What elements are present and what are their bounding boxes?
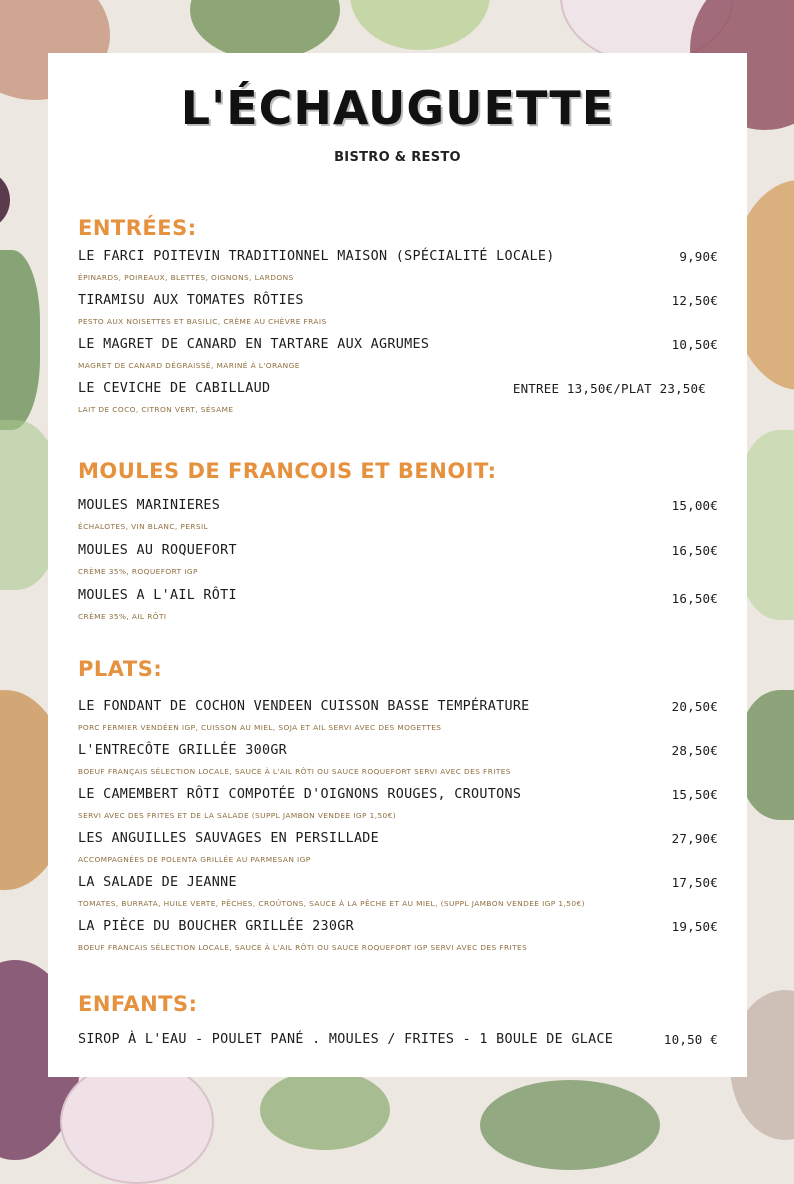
section-title: ENTRÉES: — [78, 216, 197, 240]
item-description: LAIT DE COCO, CITRON VERT, SÉSAME — [78, 405, 234, 414]
item-name: LE CAMEMBERT RÔTI COMPOTÉE D'OIGNONS ROUGES, CROUTONS — [78, 787, 522, 802]
menu-item — [78, 337, 718, 381]
section-moules — [78, 458, 718, 633]
menu-item — [78, 249, 718, 293]
item-name: LES ANGUILLES SAUVAGES EN PERSILLADE — [78, 831, 380, 846]
item-price: 20,50€ — [671, 699, 718, 714]
decor-beet — [0, 170, 10, 230]
menu-item — [78, 543, 718, 588]
item-name: SIROP À L'EAU - POULET PANÉ . MOULES / FRITES - 1 BOULE DE GLACE — [78, 1032, 614, 1047]
item-price: ENTREE 13,50€/PLAT 23,50€ — [512, 381, 706, 396]
menu-sheet — [48, 53, 747, 1077]
item-description: CRÈME 35%, ROQUEFORT IGP — [78, 567, 198, 576]
item-name: MOULES AU ROQUEFORT — [78, 543, 237, 558]
menu-item — [78, 293, 718, 337]
item-description: PORC FERMIER VENDÉEN IGP, CUISSON AU MIEL, SOJA ET AIL SERVI AVEC DES MOGETTES — [78, 723, 442, 732]
menu-item — [78, 498, 718, 543]
decor-leaf — [350, 0, 490, 50]
menu-item — [78, 381, 718, 425]
item-price: 27,90€ — [671, 831, 718, 846]
item-price: 16,50€ — [671, 543, 718, 558]
decor-leaf — [740, 690, 794, 820]
item-name: L'ENTRECÔTE GRILLÉE 300GR — [78, 743, 288, 758]
section-plats — [78, 656, 718, 963]
item-description: ACCOMPAGNÉES DE POLENTA GRILLÉE AU PARMESAN IGP — [78, 855, 311, 864]
item-name: LA SALADE DE JEANNE — [78, 875, 237, 890]
item-description: ÉCHALOTES, VIN BLANC, PERSIL — [78, 522, 209, 531]
section-title: MOULES DE FRANCOIS ET BENOIT: — [78, 459, 497, 483]
menu-item — [78, 787, 718, 831]
item-price: 19,50€ — [671, 919, 718, 934]
section-title: PLATS: — [78, 657, 163, 681]
item-name: LE FARCI POITEVIN TRADITIONNEL MAISON (SPÉCIALITÉ LOCALE) — [78, 249, 555, 264]
item-price: 17,50€ — [671, 875, 718, 890]
restaurant-logo: L'ÉCHAUGUETTE — [180, 81, 615, 135]
item-description: CRÈME 35%, AIL RÔTI — [78, 612, 167, 621]
item-description: ÉPINARDS, POIREAUX, BLETTES, OIGNONS, LARDONS — [78, 273, 294, 282]
item-price: 16,50€ — [671, 591, 718, 606]
item-name: MOULES A L'AIL RÔTI — [78, 588, 237, 603]
item-price: 10,50€ — [671, 337, 718, 352]
section-entrees — [78, 215, 718, 425]
section-title: ENFANTS: — [78, 992, 198, 1016]
item-price: 15,50€ — [671, 787, 718, 802]
decor-leaf — [0, 250, 40, 430]
item-price: 28,50€ — [671, 743, 718, 758]
menu-item — [78, 699, 718, 743]
menu-item — [78, 875, 718, 919]
item-name: LE CEVICHE DE CABILLAUD — [78, 381, 271, 396]
item-description: SERVI AVEC DES FRITES ET DE LA SALADE (SUPPL JAMBON VENDEE IGP 1,50€) — [78, 811, 397, 820]
item-price: 15,00€ — [671, 498, 718, 513]
decor-broccoli — [480, 1080, 660, 1170]
item-name: TIRAMISU AUX TOMATES RÔTIES — [78, 293, 304, 308]
item-name: LA PIÈCE DU BOUCHER GRILLÉE 230GR — [78, 919, 354, 934]
item-description: BOEUF FRANÇAIS SÉLECTION LOCALE, SAUCE À L'AIL RÔTI OU SAUCE ROQUEFORT SERVI AVEC DES FRITES — [78, 767, 511, 776]
item-description: PESTO AUX NOISETTES ET BASILIC, CRÈME AU CHÈVRE FRAIS — [78, 317, 327, 326]
menu-item — [78, 743, 718, 787]
item-price: 10,50 € — [663, 1032, 718, 1047]
item-price: 9,90€ — [679, 249, 718, 264]
item-name: LE MAGRET DE CANARD EN TARTARE AUX AGRUMES — [78, 337, 430, 352]
decor-leaf — [190, 0, 340, 60]
item-name: MOULES MARINIERES — [78, 498, 221, 513]
decor-broccoli — [260, 1070, 390, 1150]
decor-onion — [60, 1060, 214, 1184]
item-name: LE FONDANT DE COCHON VENDEEN CUISSON BASSE TEMPÉRATURE — [78, 699, 530, 714]
item-description: MAGRET DE CANARD DÉGRAISSÉ, MARINÉ À L'ORANGE — [78, 361, 300, 370]
item-description: BOEUF FRANCAIS SÉLECTION LOCALE, SAUCE À L'AIL RÔTI OU SAUCE ROQUEFORT IGP SERVI AVEC DES FRITES — [78, 943, 528, 952]
menu-item — [78, 831, 718, 875]
restaurant-tagline: BISTRO & RESTO — [334, 150, 461, 165]
section-enfants — [78, 991, 718, 1056]
menu-item — [78, 588, 718, 633]
menu-item — [78, 1032, 718, 1056]
item-description: TOMATES, BURRATA, HUILE VERTE, PÊCHES, CROÛTONS, SAUCE À LA PÊCHE ET AU MIEL, (SUPPL JAMBON VENDEE IGP 1,50€) — [78, 899, 585, 908]
menu-item — [78, 919, 718, 963]
item-price: 12,50€ — [671, 293, 718, 308]
